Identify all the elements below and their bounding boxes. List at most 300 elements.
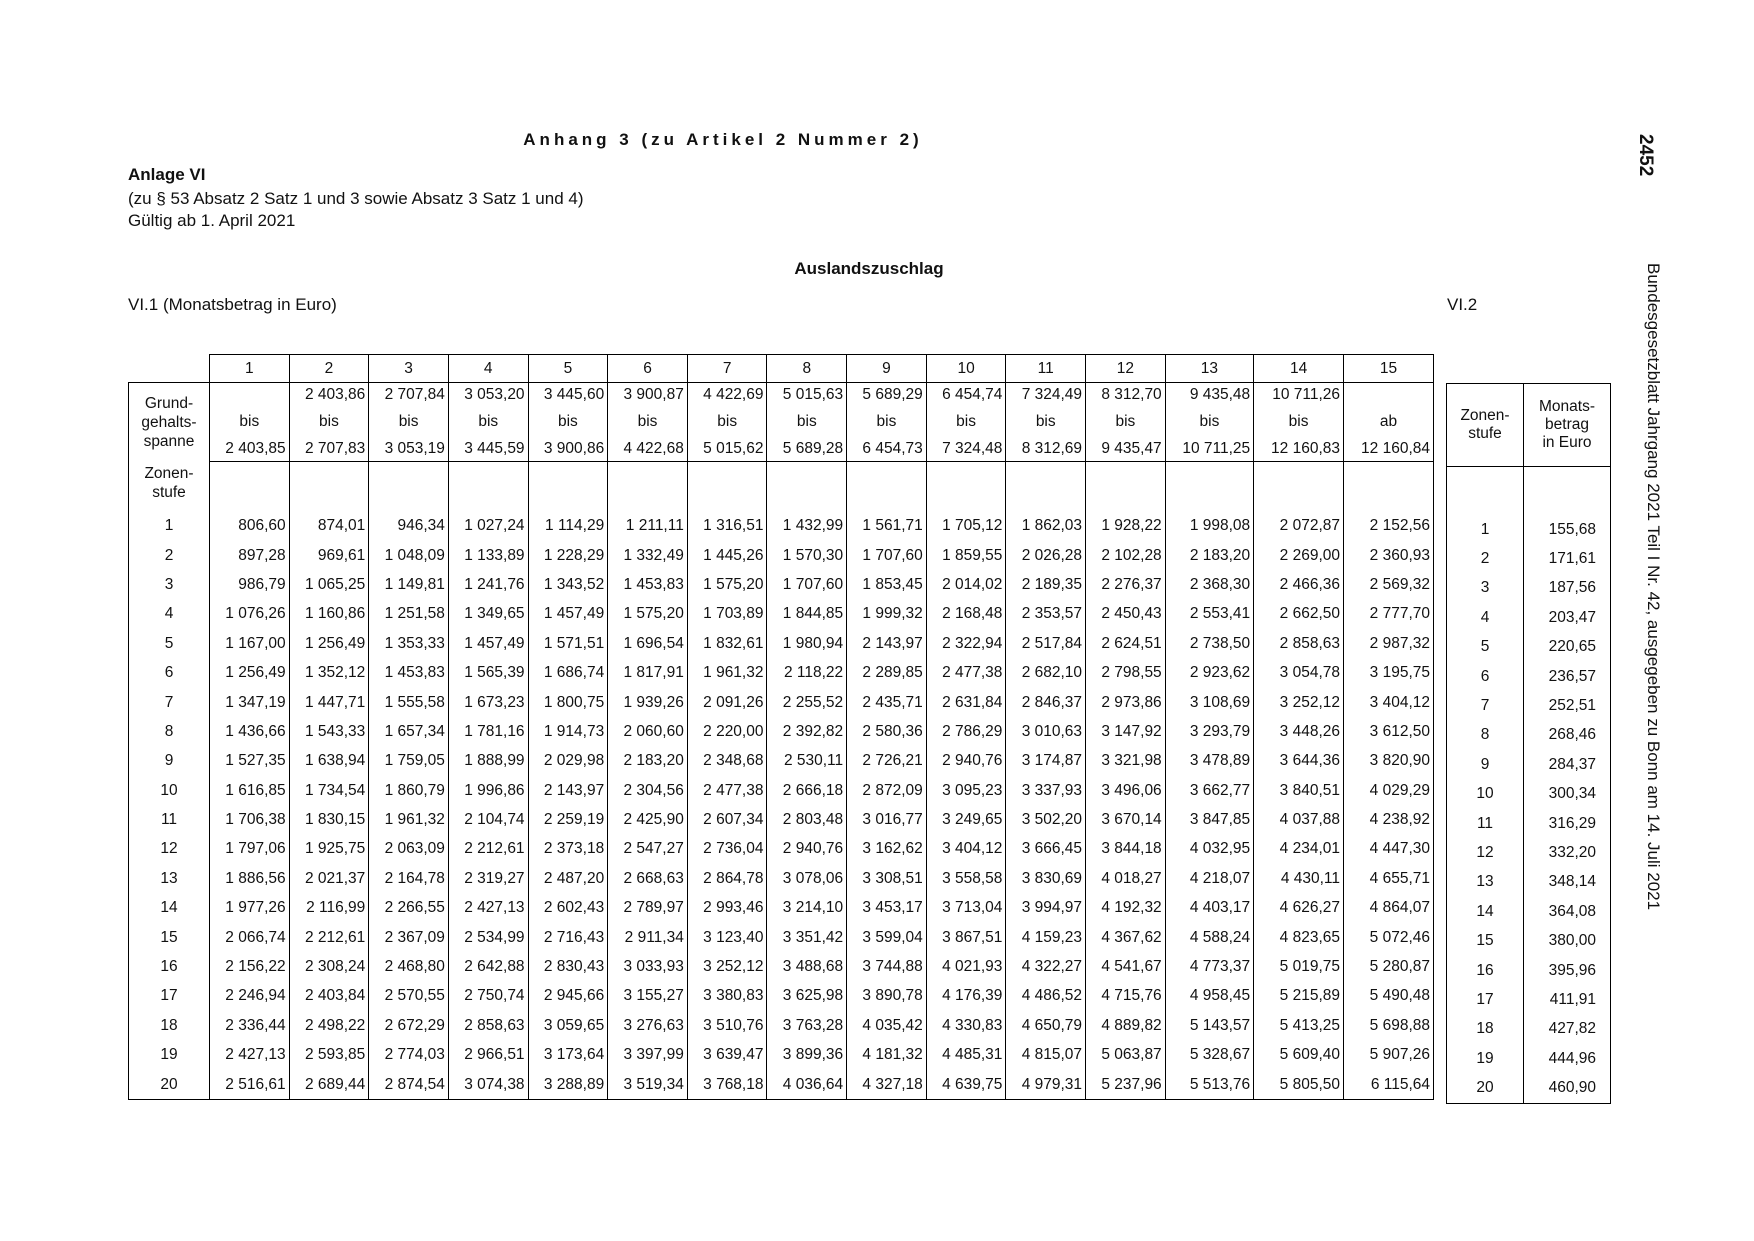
column-number: 12 xyxy=(1086,355,1166,383)
empty-cell xyxy=(847,462,927,512)
allowance-cell: 3 214,10 xyxy=(767,894,847,923)
allowance-cell: 3 252,12 xyxy=(1254,688,1344,717)
allowance-cell: 2 189,35 xyxy=(1006,570,1086,599)
allowance-cell: 1 256,49 xyxy=(289,629,369,658)
allowance-cell: 2 987,32 xyxy=(1344,629,1434,658)
allowance-cell: 2 716,43 xyxy=(528,923,608,952)
allowance-cell: 1 797,06 xyxy=(210,835,290,864)
column-number: 5 xyxy=(528,355,608,383)
allowance-cell: 1 447,71 xyxy=(289,688,369,717)
salary-span-cell: 5 689,29 xyxy=(847,383,927,408)
allowance-cell: 1 939,26 xyxy=(608,688,688,717)
allowance-cell: 4 018,27 xyxy=(1086,864,1166,893)
allowance-cell: 1 048,09 xyxy=(369,541,449,570)
allowance-cell: 2 534,99 xyxy=(448,923,528,952)
allowance-table-vi2 xyxy=(1446,383,1611,1104)
allowance-cell: 2 689,44 xyxy=(289,1070,369,1100)
allowance-cell: 2 353,57 xyxy=(1006,600,1086,629)
monthly-amount-cell: 395,96 xyxy=(1524,956,1611,985)
allowance-cell: 2 516,61 xyxy=(210,1070,290,1100)
allowance-cell: 3 625,98 xyxy=(767,982,847,1011)
empty-cell xyxy=(289,462,369,512)
allowance-cell: 2 322,94 xyxy=(926,629,1006,658)
allowance-cell: 2 945,66 xyxy=(528,982,608,1011)
allowance-cell: 1 853,45 xyxy=(847,570,927,599)
allowance-cell: 874,01 xyxy=(289,512,369,541)
allowance-cell: 4 650,79 xyxy=(1006,1011,1086,1040)
allowance-table-vi1 xyxy=(128,354,1434,1100)
allowance-cell: 1 347,19 xyxy=(210,688,290,717)
salary-span-cell: 3 445,60 xyxy=(528,383,608,408)
allowance-cell: 3 612,50 xyxy=(1344,717,1434,746)
zone-level-cell: 1 xyxy=(1447,515,1524,544)
allowance-cell: 5 215,89 xyxy=(1254,982,1344,1011)
zone-level-header: Zonen- stufe xyxy=(1447,384,1524,467)
allowance-cell: 2 066,74 xyxy=(210,923,290,952)
empty-cell xyxy=(687,462,767,512)
allowance-cell: 3 448,26 xyxy=(1254,717,1344,746)
allowance-cell: 4 192,32 xyxy=(1086,894,1166,923)
allowance-cell: 3 644,36 xyxy=(1254,747,1344,776)
allowance-cell: 4 715,76 xyxy=(1086,982,1166,1011)
salary-span-cell: 3 900,87 xyxy=(608,383,688,408)
allowance-cell: 946,34 xyxy=(369,512,449,541)
empty-cell xyxy=(1344,462,1434,512)
allowance-cell: 3 252,12 xyxy=(687,952,767,981)
allowance-cell: 3 016,77 xyxy=(847,805,927,834)
allowance-cell: 2 259,19 xyxy=(528,805,608,834)
salary-span-cell xyxy=(1344,383,1434,408)
allowance-cell: 4 037,88 xyxy=(1254,805,1344,834)
monthly-amount-header: Monats- betrag in Euro xyxy=(1524,384,1611,467)
monthly-amount-cell: 203,47 xyxy=(1524,603,1611,632)
allowance-cell: 5 063,87 xyxy=(1086,1041,1166,1070)
allowance-cell: 4 021,93 xyxy=(926,952,1006,981)
allowance-cell: 1 706,38 xyxy=(210,805,290,834)
salary-span-cell: 2 707,84 xyxy=(369,383,449,408)
allowance-cell: 2 266,55 xyxy=(369,894,449,923)
monthly-amount-cell: 300,34 xyxy=(1524,780,1611,809)
salary-span-cell: bis xyxy=(1006,407,1086,437)
allowance-cell: 3 404,12 xyxy=(926,835,1006,864)
salary-span-row xyxy=(129,407,1434,437)
monthly-amount-cell: 316,29 xyxy=(1524,809,1611,838)
column-number: 1 xyxy=(210,355,290,383)
allowance-cell: 2 872,09 xyxy=(847,776,927,805)
salary-span-cell: bis xyxy=(1165,407,1253,437)
salary-span-cell: bis xyxy=(289,407,369,437)
allowance-cell: 1 781,16 xyxy=(448,717,528,746)
allowance-cell: 4 447,30 xyxy=(1344,835,1434,864)
allowance-cell: 4 159,23 xyxy=(1006,923,1086,952)
zone-level-cell: 8 xyxy=(1447,721,1524,750)
zone-level-label: Zonen- stufe xyxy=(129,462,210,512)
allowance-cell: 2 183,20 xyxy=(1165,541,1253,570)
salary-span-cell: 5 015,62 xyxy=(687,437,767,462)
allowance-cell: 3 173,64 xyxy=(528,1041,608,1070)
zone-level-cell: 16 xyxy=(129,952,210,981)
allowance-cell: 3 397,99 xyxy=(608,1041,688,1070)
allowance-cell: 1 211,11 xyxy=(608,512,688,541)
allowance-cell: 3 095,23 xyxy=(926,776,1006,805)
zone-level-cell: 17 xyxy=(1447,985,1524,1014)
zone-level-cell: 11 xyxy=(129,805,210,834)
zone-level-cell: 18 xyxy=(1447,1015,1524,1044)
allowance-cell: 3 321,98 xyxy=(1086,747,1166,776)
table-row xyxy=(129,805,1434,834)
allowance-cell: 1 844,85 xyxy=(767,600,847,629)
salary-span-cell: bis xyxy=(528,407,608,437)
allowance-cell: 4 639,75 xyxy=(926,1070,1006,1100)
allowance-cell: 1 616,85 xyxy=(210,776,290,805)
zone-level-cell: 5 xyxy=(129,629,210,658)
allowance-cell: 3 830,69 xyxy=(1006,864,1086,893)
allowance-cell: 2 738,50 xyxy=(1165,629,1253,658)
allowance-cell: 5 280,87 xyxy=(1344,952,1434,981)
allowance-cell: 2 607,34 xyxy=(687,805,767,834)
allowance-cell: 2 777,70 xyxy=(1344,600,1434,629)
allowance-cell: 4 181,32 xyxy=(847,1041,927,1070)
allowance-cell: 2 143,97 xyxy=(528,776,608,805)
table-row xyxy=(129,1070,1434,1100)
allowance-cell: 4 485,31 xyxy=(926,1041,1006,1070)
salary-span-cell: 9 435,48 xyxy=(1165,383,1253,408)
allowance-cell: 1 076,26 xyxy=(210,600,290,629)
allowance-cell: 2 570,55 xyxy=(369,982,449,1011)
allowance-cell: 4 430,11 xyxy=(1254,864,1344,893)
monthly-amount-cell: 380,00 xyxy=(1524,926,1611,955)
allowance-cell: 3 074,38 xyxy=(448,1070,528,1100)
allowance-cell: 2 547,27 xyxy=(608,835,688,864)
zone-level-cell: 8 xyxy=(129,717,210,746)
table-row xyxy=(129,952,1434,981)
allowance-cell: 4 655,71 xyxy=(1344,864,1434,893)
allowance-cell: 897,28 xyxy=(210,541,290,570)
allowance-cell: 1 914,73 xyxy=(528,717,608,746)
allowance-cell: 2 304,56 xyxy=(608,776,688,805)
allowance-cell: 3 351,42 xyxy=(767,923,847,952)
salary-span-row xyxy=(129,383,1434,408)
allowance-cell: 2 487,20 xyxy=(528,864,608,893)
allowance-cell: 3 558,58 xyxy=(926,864,1006,893)
allowance-cell: 2 973,86 xyxy=(1086,688,1166,717)
allowance-cell: 2 864,78 xyxy=(687,864,767,893)
allowance-cell: 2 308,24 xyxy=(289,952,369,981)
allowance-cell: 1 316,51 xyxy=(687,512,767,541)
allowance-cell: 5 328,67 xyxy=(1165,1041,1253,1070)
allowance-cell: 2 156,22 xyxy=(210,952,290,981)
allowance-cell: 3 899,36 xyxy=(767,1041,847,1070)
validity-date: Gültig ab 1. April 2021 xyxy=(128,211,296,230)
salary-span-cell: bis xyxy=(608,407,688,437)
allowance-cell: 4 773,37 xyxy=(1165,952,1253,981)
zone-level-cell: 1 xyxy=(129,512,210,541)
allowance-cell: 2 367,09 xyxy=(369,923,449,952)
allowance-cell: 1 065,25 xyxy=(289,570,369,599)
zone-level-cell: 5 xyxy=(1447,633,1524,662)
allowance-cell: 3 380,83 xyxy=(687,982,767,1011)
allowance-cell: 3 195,75 xyxy=(1344,658,1434,687)
allowance-cell: 3 496,06 xyxy=(1086,776,1166,805)
allowance-cell: 1 457,49 xyxy=(448,629,528,658)
allowance-cell: 1 561,71 xyxy=(847,512,927,541)
allowance-cell: 2 666,18 xyxy=(767,776,847,805)
empty-cell xyxy=(926,462,1006,512)
allowance-cell: 1 961,32 xyxy=(369,805,449,834)
allowance-cell: 2 736,04 xyxy=(687,835,767,864)
zone-level-cell: 2 xyxy=(129,541,210,570)
allowance-cell: 5 609,40 xyxy=(1254,1041,1344,1070)
allowance-cell: 1 133,89 xyxy=(448,541,528,570)
allowance-cell: 1 555,58 xyxy=(369,688,449,717)
table-row xyxy=(129,541,1434,570)
table-row xyxy=(1447,574,1611,603)
allowance-cell: 1 565,39 xyxy=(448,658,528,687)
allowance-cell: 3 174,87 xyxy=(1006,747,1086,776)
allowance-cell: 2 168,48 xyxy=(926,600,1006,629)
allowance-cell: 5 805,50 xyxy=(1254,1070,1344,1100)
zone-level-cell: 4 xyxy=(1447,603,1524,632)
salary-span-cell: 3 053,19 xyxy=(369,437,449,462)
monthly-amount-cell: 444,96 xyxy=(1524,1044,1611,1073)
allowance-cell: 2 786,29 xyxy=(926,717,1006,746)
allowance-cell: 2 602,43 xyxy=(528,894,608,923)
zone-level-cell: 4 xyxy=(129,600,210,629)
allowance-cell: 4 823,65 xyxy=(1254,923,1344,952)
salary-span-cell: 4 422,69 xyxy=(687,383,767,408)
salary-span-cell: bis xyxy=(767,407,847,437)
allowance-cell: 2 289,85 xyxy=(847,658,927,687)
allowance-cell: 1 925,75 xyxy=(289,835,369,864)
monthly-amount-cell: 427,82 xyxy=(1524,1015,1611,1044)
allowance-cell: 1 859,55 xyxy=(926,541,1006,570)
allowance-cell: 2 450,43 xyxy=(1086,600,1166,629)
allowance-cell: 5 907,26 xyxy=(1344,1041,1434,1070)
column-number: 7 xyxy=(687,355,767,383)
allowance-cell: 5 072,46 xyxy=(1344,923,1434,952)
allowance-cell: 3 337,93 xyxy=(1006,776,1086,805)
salary-span-cell: 6 454,73 xyxy=(847,437,927,462)
allowance-cell: 2 116,99 xyxy=(289,894,369,923)
allowance-cell: 1 332,49 xyxy=(608,541,688,570)
allowance-cell: 4 403,17 xyxy=(1165,894,1253,923)
allowance-cell: 1 114,29 xyxy=(528,512,608,541)
allowance-cell: 3 662,77 xyxy=(1165,776,1253,805)
allowance-cell: 2 212,61 xyxy=(289,923,369,952)
column-number: 2 xyxy=(289,355,369,383)
zone-level-cell: 9 xyxy=(1447,750,1524,779)
zone-level-cell: 16 xyxy=(1447,956,1524,985)
salary-span-cell: bis xyxy=(210,407,290,437)
allowance-cell: 1 352,12 xyxy=(289,658,369,687)
allowance-cell: 1 759,05 xyxy=(369,747,449,776)
allowance-cell: 1 673,23 xyxy=(448,688,528,717)
allowance-cell: 1 027,24 xyxy=(448,512,528,541)
table-row xyxy=(129,835,1434,864)
allowance-cell: 2 183,20 xyxy=(608,747,688,776)
empty-cell xyxy=(369,462,449,512)
annex-title: Anlage VI xyxy=(128,165,206,184)
allowance-cell: 1 432,99 xyxy=(767,512,847,541)
allowance-cell: 5 237,96 xyxy=(1086,1070,1166,1100)
allowance-cell: 4 032,95 xyxy=(1165,835,1253,864)
allowance-cell: 3 288,89 xyxy=(528,1070,608,1100)
allowance-cell: 2 373,18 xyxy=(528,835,608,864)
table-row xyxy=(1447,838,1611,867)
zone-level-cell: 20 xyxy=(1447,1073,1524,1103)
allowance-cell: 2 164,78 xyxy=(369,864,449,893)
table-row xyxy=(1447,956,1611,985)
allowance-cell: 4 238,92 xyxy=(1344,805,1434,834)
allowance-cell: 2 118,22 xyxy=(767,658,847,687)
salary-span-cell: 6 454,74 xyxy=(926,383,1006,408)
zone-level-cell: 7 xyxy=(1447,691,1524,720)
zone-level-cell: 18 xyxy=(129,1011,210,1040)
allowance-cell: 986,79 xyxy=(210,570,290,599)
allowance-cell: 1 149,81 xyxy=(369,570,449,599)
table-row xyxy=(129,923,1434,952)
zone-level-cell: 13 xyxy=(129,864,210,893)
allowance-cell: 3 033,93 xyxy=(608,952,688,981)
allowance-cell: 3 488,68 xyxy=(767,952,847,981)
allowance-cell: 2 517,84 xyxy=(1006,629,1086,658)
table-row xyxy=(129,629,1434,658)
allowance-cell: 2 966,51 xyxy=(448,1041,528,1070)
allowance-cell: 2 072,87 xyxy=(1254,512,1344,541)
salary-span-label: Grund- gehalts- spanne xyxy=(129,383,210,462)
zone-level-cell: 6 xyxy=(129,658,210,687)
monthly-amount-cell: 348,14 xyxy=(1524,868,1611,897)
header-row xyxy=(1447,384,1611,467)
allowance-cell: 3 059,65 xyxy=(528,1011,608,1040)
table-row xyxy=(129,600,1434,629)
salary-span-cell: 10 711,25 xyxy=(1165,437,1253,462)
table-row xyxy=(1447,603,1611,632)
allowance-cell: 1 353,33 xyxy=(369,629,449,658)
allowance-cell: 4 815,07 xyxy=(1006,1041,1086,1070)
allowance-cell: 2 276,37 xyxy=(1086,570,1166,599)
allowance-cell: 2 063,09 xyxy=(369,835,449,864)
salary-span-cell: 9 435,47 xyxy=(1086,437,1166,462)
salary-span-cell: 8 312,70 xyxy=(1086,383,1166,408)
allowance-cell: 2 102,28 xyxy=(1086,541,1166,570)
table-row xyxy=(1447,780,1611,809)
allowance-cell: 1 445,26 xyxy=(687,541,767,570)
allowance-cell: 2 029,98 xyxy=(528,747,608,776)
column-number: 10 xyxy=(926,355,1006,383)
empty-cell xyxy=(448,462,528,512)
allowance-cell: 2 435,71 xyxy=(847,688,927,717)
table-row xyxy=(129,1011,1434,1040)
monthly-amount-cell: 460,90 xyxy=(1524,1073,1611,1103)
table-row xyxy=(1447,750,1611,779)
monthly-amount-cell: 155,68 xyxy=(1524,515,1611,544)
allowance-cell: 1 830,15 xyxy=(289,805,369,834)
allowance-cell: 4 367,62 xyxy=(1086,923,1166,952)
zone-level-cell: 10 xyxy=(129,776,210,805)
allowance-cell: 1 457,49 xyxy=(528,600,608,629)
table-row xyxy=(129,658,1434,687)
column-number: 8 xyxy=(767,355,847,383)
monthly-amount-cell: 252,51 xyxy=(1524,691,1611,720)
allowance-cell: 4 864,07 xyxy=(1344,894,1434,923)
table-row xyxy=(1447,1073,1611,1103)
allowance-cell: 2 750,74 xyxy=(448,982,528,1011)
allowance-cell: 2 798,55 xyxy=(1086,658,1166,687)
salary-span-cell: bis xyxy=(448,407,528,437)
allowance-cell: 2 846,37 xyxy=(1006,688,1086,717)
allowance-cell: 1 860,79 xyxy=(369,776,449,805)
table-row xyxy=(129,570,1434,599)
allowance-cell: 2 682,10 xyxy=(1006,658,1086,687)
allowance-cell: 806,60 xyxy=(210,512,290,541)
allowance-cell: 3 510,76 xyxy=(687,1011,767,1040)
allowance-cell: 3 890,78 xyxy=(847,982,927,1011)
allowance-cell: 6 115,64 xyxy=(1344,1070,1434,1100)
salary-span-cell: 2 403,86 xyxy=(289,383,369,408)
allowance-cell: 2 803,48 xyxy=(767,805,847,834)
allowance-cell: 1 228,29 xyxy=(528,541,608,570)
allowance-cell: 1 999,32 xyxy=(847,600,927,629)
allowance-cell: 2 858,63 xyxy=(448,1011,528,1040)
allowance-cell: 3 744,88 xyxy=(847,952,927,981)
allowance-cell: 1 888,99 xyxy=(448,747,528,776)
monthly-amount-cell: 268,46 xyxy=(1524,721,1611,750)
allowance-cell: 4 330,83 xyxy=(926,1011,1006,1040)
allowance-cell: 5 513,76 xyxy=(1165,1070,1253,1100)
salary-span-cell: 3 900,86 xyxy=(528,437,608,462)
empty-cell xyxy=(1086,462,1166,512)
allowance-cell: 3 478,89 xyxy=(1165,747,1253,776)
zone-level-cell: 14 xyxy=(1447,897,1524,926)
allowance-cell: 3 840,51 xyxy=(1254,776,1344,805)
monthly-amount-cell: 332,20 xyxy=(1524,838,1611,867)
allowance-cell: 1 657,34 xyxy=(369,717,449,746)
allowance-cell: 1 696,54 xyxy=(608,629,688,658)
monthly-amount-cell: 187,56 xyxy=(1524,574,1611,603)
table-row xyxy=(1447,809,1611,838)
allowance-cell: 3 078,06 xyxy=(767,864,847,893)
zone-level-cell: 15 xyxy=(1447,926,1524,955)
allowance-cell: 2 662,50 xyxy=(1254,600,1344,629)
empty-cell xyxy=(1524,467,1611,516)
table-row xyxy=(129,512,1434,541)
page-number: 2452 xyxy=(1635,134,1656,177)
allowance-cell: 1 800,75 xyxy=(528,688,608,717)
spacer-row xyxy=(1447,467,1611,516)
salary-span-cell: 2 403,85 xyxy=(210,437,290,462)
allowance-cell: 1 241,76 xyxy=(448,570,528,599)
allowance-cell: 1 734,54 xyxy=(289,776,369,805)
allowance-cell: 2 993,46 xyxy=(687,894,767,923)
allowance-cell: 3 820,90 xyxy=(1344,747,1434,776)
zone-level-cell: 11 xyxy=(1447,809,1524,838)
allowance-cell: 1 886,56 xyxy=(210,864,290,893)
zone-level-cell: 10 xyxy=(1447,780,1524,809)
allowance-cell: 2 255,52 xyxy=(767,688,847,717)
allowance-cell: 2 631,84 xyxy=(926,688,1006,717)
allowance-cell: 4 234,01 xyxy=(1254,835,1344,864)
monthly-amount-cell: 364,08 xyxy=(1524,897,1611,926)
monthly-amount-cell: 284,37 xyxy=(1524,750,1611,779)
salary-span-cell: ab xyxy=(1344,407,1434,437)
allowance-cell: 4 486,52 xyxy=(1006,982,1086,1011)
table-row xyxy=(129,776,1434,805)
table-row xyxy=(129,747,1434,776)
allowance-cell: 3 123,40 xyxy=(687,923,767,952)
allowance-cell: 5 698,88 xyxy=(1344,1011,1434,1040)
table-row xyxy=(1447,926,1611,955)
